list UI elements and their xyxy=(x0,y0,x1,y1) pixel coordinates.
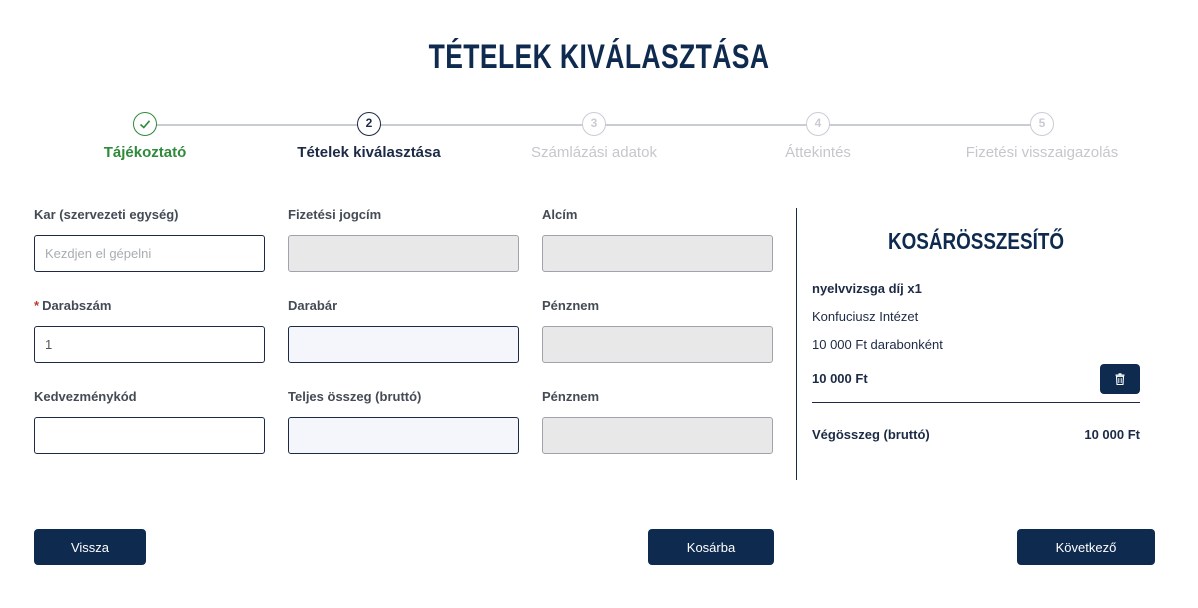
step-label: Áttekintés xyxy=(785,144,851,161)
trash-icon xyxy=(1115,373,1125,385)
kedvezmeny-field xyxy=(34,389,265,454)
cart-item-price: 10 000 Ft xyxy=(812,371,868,386)
cart-divider xyxy=(812,402,1140,403)
jogcim-field xyxy=(288,207,519,272)
step-label: Tájékoztató xyxy=(103,144,187,161)
step-label: Tételek kiválasztása xyxy=(297,144,441,161)
step-3 xyxy=(469,112,719,161)
add-to-cart-button[interactable]: Kosárba xyxy=(648,529,774,565)
jogcim-label: Fizetési jogcím xyxy=(288,207,382,222)
darabar-label: Darabár xyxy=(288,298,338,313)
step-number: 2 xyxy=(357,112,381,136)
step-5 xyxy=(917,112,1167,161)
step-number: 4 xyxy=(806,112,830,136)
alcim-label: Alcím xyxy=(542,207,578,222)
teljes-osszeg-label: Teljes összeg (bruttó) xyxy=(288,389,422,404)
darabszam-field xyxy=(34,298,265,363)
penznem-input-1 xyxy=(542,326,773,363)
alcim-field xyxy=(542,207,773,272)
progress-stepper xyxy=(0,112,1198,172)
darabszam-input[interactable] xyxy=(34,326,265,363)
back-button[interactable]: Vissza xyxy=(34,529,146,565)
penznem-label-2: Pénznem xyxy=(542,389,600,404)
cart-total-value: 10 000 Ft xyxy=(1084,427,1140,442)
darabar-input[interactable] xyxy=(288,326,519,363)
cart-item-name: nyelvvizsga díj x1 xyxy=(812,281,922,296)
page-title: TÉTELEK KIVÁLASZTÁSA xyxy=(428,38,770,76)
teljes-osszeg-field xyxy=(288,389,519,454)
cart-item-unit-price: 10 000 Ft darabonként xyxy=(812,337,943,352)
darabar-field xyxy=(288,298,519,363)
teljes-osszeg-input[interactable] xyxy=(288,417,519,454)
step-1[interactable] xyxy=(20,112,270,161)
kar-label: Kar (szervezeti egység) xyxy=(34,207,179,222)
kedvezmeny-label: Kedvezménykód xyxy=(34,389,137,404)
darabszam-label-text: Darabszám xyxy=(42,298,112,313)
cart-price-row xyxy=(812,364,1140,394)
penznem-field-2 xyxy=(542,389,773,454)
step-number: 3 xyxy=(582,112,606,136)
penznem-input-2 xyxy=(542,417,773,454)
penznem-field-1 xyxy=(542,298,773,363)
required-mark: * xyxy=(34,298,40,313)
penznem-label-1: Pénznem xyxy=(542,298,600,313)
cart-item-org: Konfuciusz Intézet xyxy=(812,309,919,324)
jogcim-input xyxy=(288,235,519,272)
cart-total-label: Végösszeg (bruttó) xyxy=(812,427,930,442)
kar-field xyxy=(34,207,265,272)
step-label: Fizetési visszaigazolás xyxy=(965,144,1119,161)
kedvezmeny-input[interactable] xyxy=(34,417,265,454)
darabszam-label xyxy=(34,298,265,316)
alcim-input xyxy=(542,235,773,272)
kar-input[interactable] xyxy=(34,235,265,272)
step-2[interactable] xyxy=(244,112,494,161)
step-number: 5 xyxy=(1030,112,1054,136)
delete-item-button[interactable] xyxy=(1100,364,1140,394)
cart-total-row xyxy=(812,427,1140,445)
check-icon xyxy=(133,112,157,136)
next-button[interactable]: Következő xyxy=(1017,529,1155,565)
step-label: Számlázási adatok xyxy=(531,144,657,161)
step-4 xyxy=(693,112,943,161)
cart-title: KOSÁRÖSSZESÍTŐ xyxy=(887,228,1065,254)
vertical-divider xyxy=(796,208,797,480)
cart-summary xyxy=(812,208,1140,445)
